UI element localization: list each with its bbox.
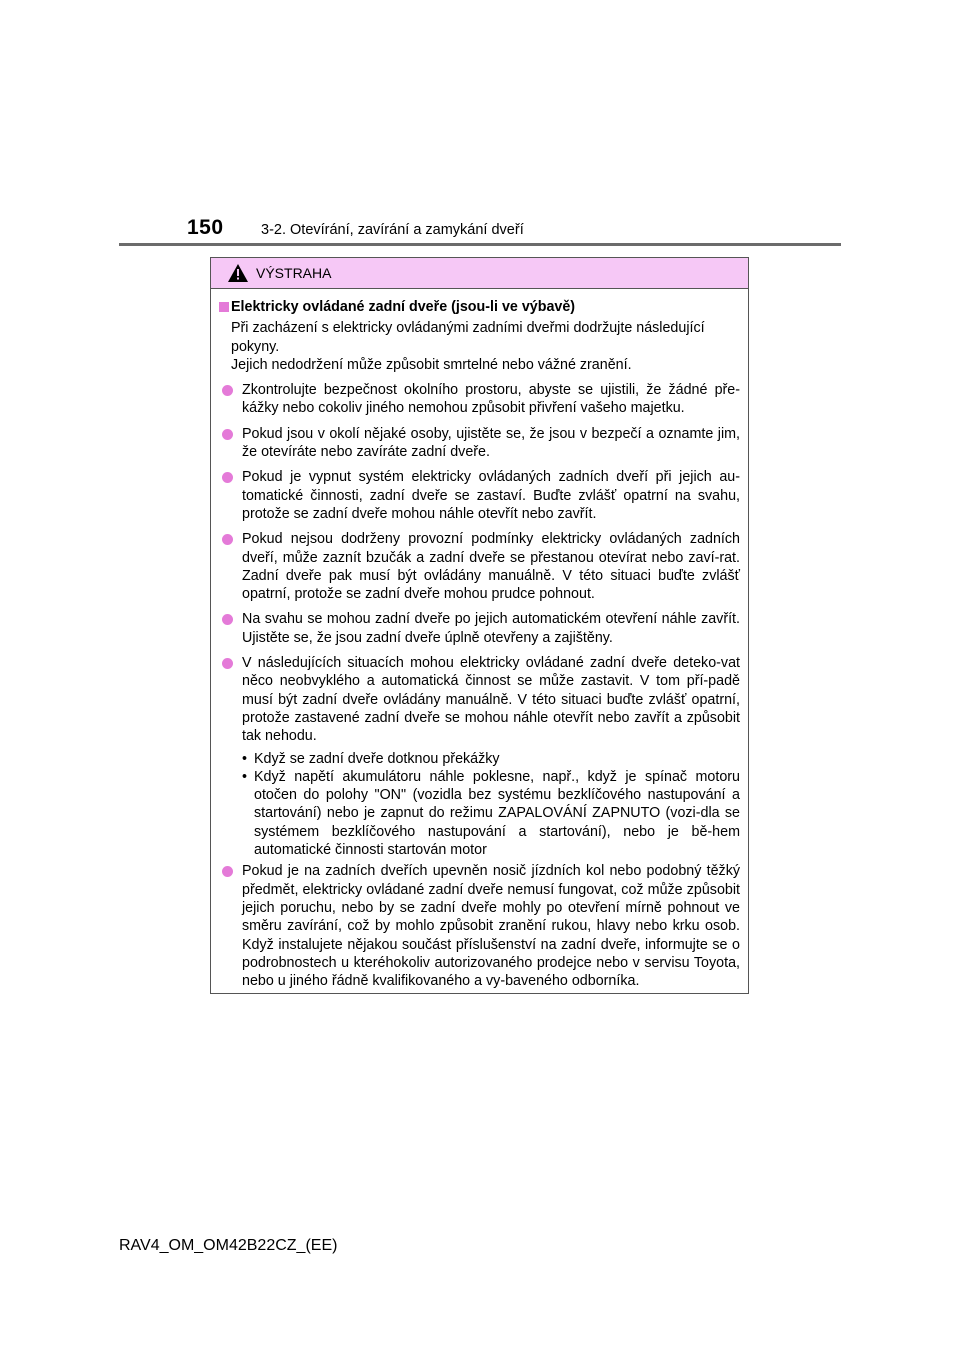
square-bullet-icon [219,302,229,312]
list-item [219,862,740,990]
sub-bullet-marker: • [242,768,248,785]
intro-line: Při zacházení s elektricky ovládanými zadními dveřmi dodržujte následující pokyny. [231,320,705,355]
warning-body [211,289,748,990]
sub-list-item [219,768,740,859]
list-item-text: Pokud je vypnut systém elektricky ovládaných zadních dveří při jejich au-tomatické činnosti, zadní dveře se zastaví. Buďte zvlášť opatrní na svahu, protože se zadní dveře mohou náhle otevřít nebo zavřít. [242,469,740,522]
warning-box [210,257,749,994]
warning-heading-text: Elektricky ovládané zadní dveře (jsou-li ve výbavě) [231,299,576,315]
list-item-text: Pokud je na zadních dveřích upevněn nosič jízdních kol nebo podobný těžký předmět, elektricky ovládané zadní dveře nemusí fungovat, což může způsobit jejich poruchu, nebo by se zadní dveře mohly po otevření mírně pohnout ve směru zavírání, což by mohlo způsobit zranění rukou, hlavy nebo krku osob. Když instalujete nějakou součást příslušenství na zadní dveře, informujte se o podrobnostech u kteréhokoliv autorizovaného prodejce nebo v servisu Toyota, nebo u jiného řádně kvalifikovaného a vy-baveného odborníka. [242,863,740,990]
sub-list-item-text: Když napětí akumulátoru náhle poklesne, např., když je spínač motoru otočen do polohy "ON" (vozidla bez systému bezklíčového nastupování a startování) nebo je zapnut do režimu ZAPALOVÁNÍ ZAPNUTO (vozi-dla se systémem bezklíčového nastupování a startování), nebo je bě-hem automatické činnosti startován motor [254,768,740,859]
list-item-text: Zkontrolujte bezpečnost okolního prostoru, abyste se ujistili, že žádné pře-kážky nebo cokoliv jiného nemohou způsobit přivření vašeho majetku. [242,382,740,417]
intro-text [219,319,740,374]
list-item [219,654,740,745]
warning-header [211,258,748,289]
page-number: 150 [187,216,224,239]
list-item-text: Pokud nejsou dodrženy provozní podmínky elektricky ovládaných zadních dveří, může zaznít bzučák a zadní dveře se přestanou otevírat nebo zaví-rat. Zadní dveře pak musí být ovládány manuálně. V této situaci buďte zvlášť opatrní, protože se zadní dveře mohou prudce pohnout. [242,531,740,603]
sub-list-item-text: Když se zadní dveře dotknou překážky [254,750,500,767]
round-bullet-icon [222,472,233,483]
round-bullet-icon [222,866,233,877]
list-item [219,530,740,603]
warning-triangle-icon [228,264,248,282]
sub-list-item [219,750,740,768]
warning-title: VÝSTRAHA [256,265,332,281]
sub-list [219,750,740,860]
section-title: 3-2. Otevírání, zavírání a zamykání dveří [261,222,524,238]
header-rule [119,243,841,246]
round-bullet-icon [222,534,233,545]
document-code: RAV4_OM_OM42B22CZ_(EE) [119,1237,338,1254]
list-item [219,425,740,462]
list-item [219,381,740,418]
round-bullet-icon [222,614,233,625]
list-item [219,610,740,647]
sub-bullet-marker: • [242,750,248,767]
intro-line: Jejich nedodržení může způsobit smrtelné nebo vážné zranění. [231,356,632,373]
warning-heading [219,298,740,316]
list-item-text: Pokud jsou v okolí nějaké osoby, ujistěte se, že jsou v bezpečí a oznamte jim, že otevíráte nebo zavíráte zadní dveře. [242,425,740,461]
round-bullet-icon [222,658,233,669]
list-item [219,468,740,523]
round-bullet-icon [222,429,233,440]
list-item-text: V následujících situacích mohou elektricky ovládané zadní dveře deteko-vat něco neobvyklého a automatická činnost se může zastavit. V tom pří-padě musí být zadní dveře ovládány manuálně. V této situaci buďte zvlášť opatrní, protože zastavené zadní dveře se mohou náhle otevřít nebo zavřít a způsobit tak nehodu. [242,655,740,745]
round-bullet-icon [222,385,233,396]
list-item-text: Na svahu se mohou zadní dveře po jejich automatickém otevření náhle zavřít. Ujistěte se, že jsou zadní dveře úplně otevřeny a zajištěny. [242,611,740,646]
